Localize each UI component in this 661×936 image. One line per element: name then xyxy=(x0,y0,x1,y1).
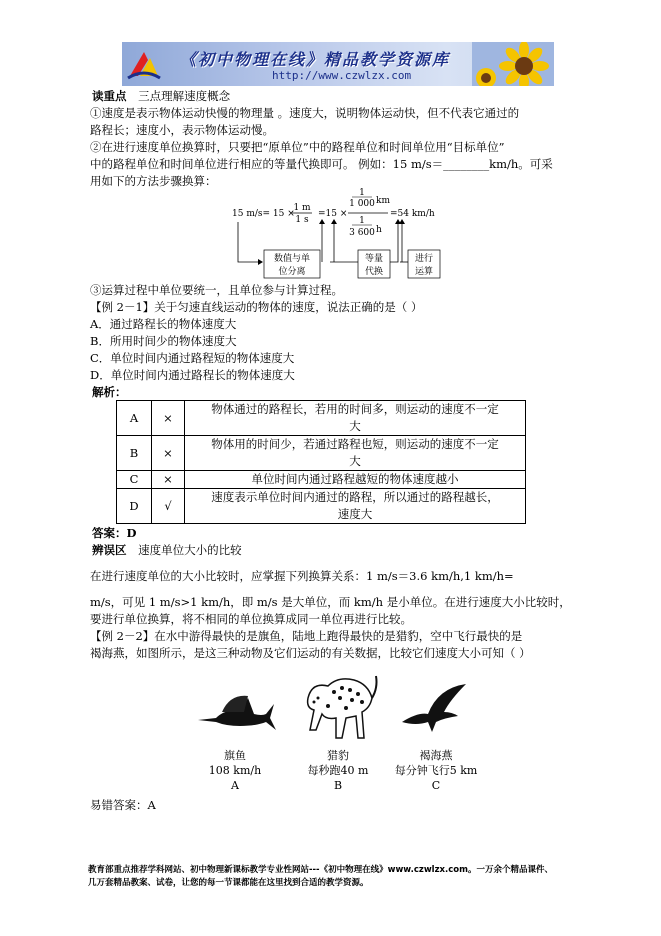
table-row xyxy=(117,489,526,524)
formula-unit-km: km xyxy=(376,196,390,206)
mistake-paragraph-a: 在进行速度单位的大小比较时，应掌握下列换算关系：1 m/s＝3.6 km/h,1 km/h= xyxy=(90,569,514,583)
animal-a-data: 108 km/h xyxy=(208,764,262,777)
focus-paragraph-1b: 路程长；速度小，表示物体运动慢。 xyxy=(90,123,274,137)
analysis-table xyxy=(116,400,526,524)
mistake-paragraph-b: m/s，可见 1 m/s>1 km/h，即 m/s 是大单位，而 km/h 是小单位。在进行速度大小比较时， xyxy=(90,595,571,609)
footer-line2: 几万套精品教案、试卷，让您的每一节课都能在这里找到合适的教学资源。 xyxy=(88,878,369,888)
reason-line1: 速度表示单位时间内通过的路程，所以通过的路程越长， xyxy=(211,490,499,504)
table-row xyxy=(117,471,526,489)
page-footer xyxy=(88,864,553,890)
example1-option-a: A．通过路程长的物体速度大 xyxy=(90,317,237,331)
formula-den2b: 3 600 xyxy=(349,228,375,238)
reason-line2: 大 xyxy=(349,419,361,433)
focus-paragraph-3: ③运算过程中单位要统一，且单位参与计算过程。 xyxy=(90,283,343,297)
focus-paragraph-2b: 中的路程单位和时间单位进行相应的等量代换即可。 例如：15 m/s＝________km/h。可采 xyxy=(90,157,553,171)
step1-line1: 数值与单 xyxy=(273,254,311,264)
formula-start: 15 m/s= 15 × xyxy=(232,209,295,219)
formula-eq2: =15 × xyxy=(318,209,348,219)
table-cell-reason xyxy=(185,489,526,524)
focus-paragraph-1a: ①速度是表示物体运动快慢的物理量 。速度大，说明物体运动快，但不代表它通过的 xyxy=(90,106,520,120)
formula-num2b: 1 000 xyxy=(349,199,375,209)
table-row xyxy=(117,436,526,471)
focus-paragraph-2a: ②在进行速度单位换算时，只要把“原单位”中的路程单位和时间单位用“目标单位” xyxy=(90,140,505,154)
table-cell-reason xyxy=(185,436,526,471)
step2-line1: 等量 xyxy=(364,254,384,264)
animal-c-data: 每分钟飞行5 km xyxy=(394,764,478,777)
banner-url: http://www.czwlzx.com xyxy=(272,69,412,82)
formula-den2a: 1 xyxy=(359,216,365,226)
analysis-label: 解析： xyxy=(92,385,127,399)
sunflower-icon xyxy=(472,42,554,86)
table-cell-option: C xyxy=(117,471,152,489)
animal-b-name: 猎豹 xyxy=(327,749,349,762)
animal-b-letter: B xyxy=(333,779,343,792)
sailfish-icon xyxy=(196,690,276,736)
focus-heading-line xyxy=(92,88,230,105)
table-row xyxy=(117,401,526,436)
footer-line1: 教育部重点推荐学科网站、初中物理新课标教学专业性网站---《初中物理在线》www.czwlzx.com。一万余个精品课件、 xyxy=(88,865,553,875)
example1-option-c: C．单位时间内通过路程短的物体速度大 xyxy=(90,351,295,365)
example2-question-1: 【例 2－2】在水中游得最快的是旗鱼，陆地上跑得最快的是猎豹，空中飞行最快的是 xyxy=(90,629,523,643)
answer-line: 答案：D xyxy=(92,526,137,540)
unit-conversion-diagram xyxy=(230,188,450,284)
animal-a-name: 旗鱼 xyxy=(224,749,246,762)
table-cell-mark: × xyxy=(152,471,185,489)
table-cell-mark: × xyxy=(152,401,185,436)
table-cell-mark: √ xyxy=(152,489,185,524)
focus-paragraph-2c: 用如下的方法步骤换算： xyxy=(90,174,217,188)
example1-question: 【例 2－1】关于匀速直线运动的物体的速度，说法正确的是（ ） xyxy=(90,300,423,314)
site-logo-icon xyxy=(126,46,162,82)
animal-a-letter: A xyxy=(231,779,239,792)
formula-den1: 1 s xyxy=(295,215,309,225)
table-cell-reason xyxy=(185,401,526,436)
example1-option-b: B．所用时间少的物体速度大 xyxy=(90,334,237,348)
reason-line2: 速度大 xyxy=(337,507,373,521)
table-cell-mark: × xyxy=(152,436,185,471)
banner-title: 《初中物理在线》精品教学资源库 xyxy=(180,50,451,69)
header-banner xyxy=(122,42,554,86)
formula-result: =54 km/h xyxy=(390,209,435,219)
formula-num2a: 1 xyxy=(359,188,365,198)
step3-line2: 运算 xyxy=(414,267,434,277)
mistake-heading: 速度单位大小的比较 xyxy=(138,543,242,557)
animal-c-letter: C xyxy=(431,779,441,792)
focus-heading: 三点理解速度概念 xyxy=(138,89,231,103)
table-cell-option: B xyxy=(117,436,152,471)
formula-unit-h: h xyxy=(376,225,382,235)
example2-question-2: 褐海燕，如图所示，是这三种动物及它们运动的有关数据，比较它们速度大小可知（ ） xyxy=(90,646,531,660)
step3-line1: 进行 xyxy=(414,254,434,264)
reason-line2: 大 xyxy=(349,454,361,468)
reason-line1: 物体通过的路程长，若用的时间多，则运动的速度不一定 xyxy=(211,402,499,416)
table-cell-option: A xyxy=(117,401,152,436)
reason-line1: 物体用的时间少，若通过路程也短，则运动的速度不一定 xyxy=(211,437,499,451)
mistake-paragraph-c: 要进行单位换算，将不相同的单位换算成同一单位再进行比较。 xyxy=(90,612,412,626)
wrong-answer-line: 易错答案：A xyxy=(90,798,156,812)
table-cell-option: D xyxy=(117,489,152,524)
table-cell-reason: 单位时间内通过路程越短的物体速度越小 xyxy=(185,471,526,489)
mistake-heading-line xyxy=(92,542,242,559)
formula-num1: 1 m xyxy=(293,203,311,213)
swift-bird-icon xyxy=(398,682,468,734)
step2-line2: 代换 xyxy=(364,267,384,277)
focus-label: 读重点 xyxy=(92,89,127,103)
example1-option-d: D．单位时间内通过路程长的物体速度大 xyxy=(90,368,295,382)
step1-line2: 位分离 xyxy=(278,267,306,277)
animal-c-name: 褐海燕 xyxy=(419,749,453,762)
animal-b-data: 每秒跑40 m xyxy=(307,764,369,777)
cheetah-icon xyxy=(298,668,380,742)
mistake-label: 辨误区 xyxy=(92,543,127,557)
